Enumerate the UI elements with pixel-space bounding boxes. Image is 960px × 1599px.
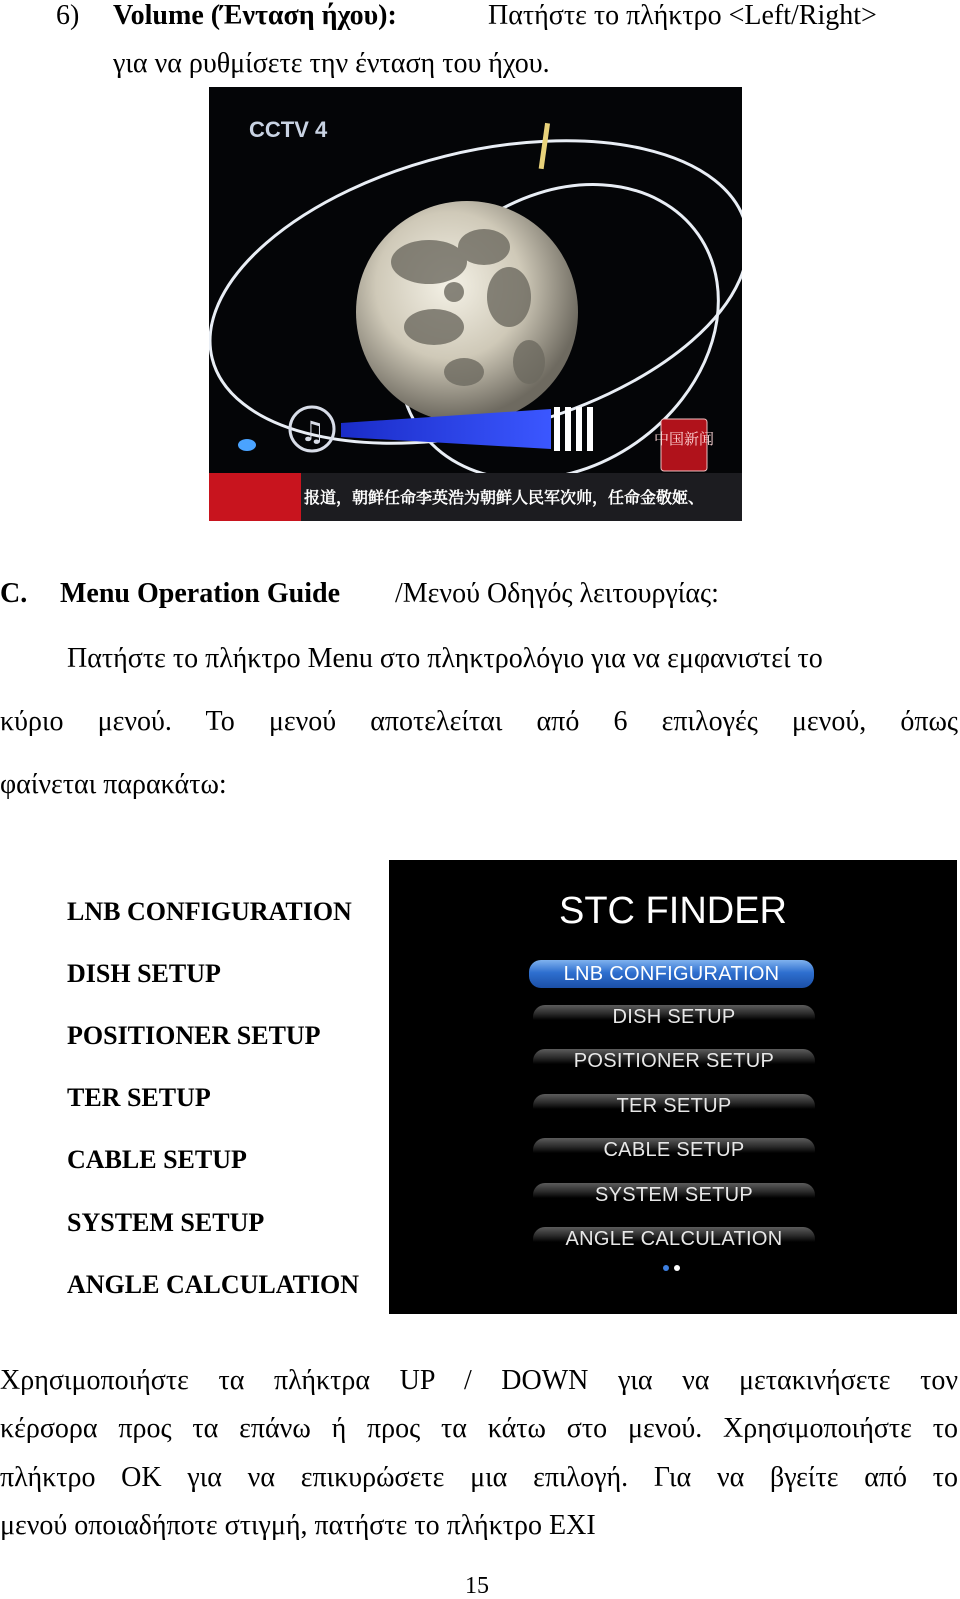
menu-angle-calculation[interactable]: ANGLE CALCULATION — [533, 1227, 815, 1252]
section-letter: C. — [0, 578, 28, 609]
menu-positioner-setup[interactable]: POSITIONER SETUP — [533, 1049, 815, 1074]
footer-line-3: πλήκτρο OK για να επικυρώσετε μια επιλογή. Για να βγείτε από το — [0, 1462, 958, 1493]
volume-number: 6) — [56, 0, 80, 31]
footer-line-2: κέρσορα προς τα επάνω ή προς τα κάτω στο μενού. Χρησιμοποιήστε το — [0, 1413, 958, 1444]
list-item: TER SETUP — [67, 1083, 211, 1112]
planet-icon — [238, 439, 256, 451]
tv-screenshot — [209, 87, 742, 521]
intro-line-2: κύριο μενού. Το μενού αποτελείται από 6 επιλογές μενού, όπως — [0, 706, 958, 737]
news-ticker: 报道，朝鲜任命李英浩为朝鲜人民军次帅，任命金敬姬、 — [304, 488, 705, 507]
menu-cable-setup[interactable]: CABLE SETUP — [533, 1138, 815, 1163]
list-item: LNB CONFIGURATION — [67, 897, 352, 926]
menu-system-setup[interactable]: SYSTEM SETUP — [533, 1183, 815, 1208]
menu-lnb-configuration[interactable]: LNB CONFIGURATION — [529, 960, 814, 988]
volume-instruction-line2: για να ρυθμίσετε την ένταση του ήχου. — [113, 48, 550, 79]
menu-ter-setup[interactable]: TER SETUP — [533, 1094, 815, 1119]
stc-title: STC FINDER — [559, 890, 787, 932]
section-title: Menu Operation Guide — [60, 578, 341, 609]
intro-line-3: φαίνεται παρακάτω: — [0, 769, 227, 800]
list-item: POSITIONER SETUP — [67, 1021, 321, 1050]
list-item: CABLE SETUP — [67, 1145, 247, 1174]
volume-title: Volume (Ένταση ήχου): — [113, 0, 397, 31]
volume-instruction: Πατήστε το πλήκτρο <Left/Right> — [488, 0, 877, 31]
section-subtitle: /Μενού Οδηγός λειτουργίας: — [395, 578, 719, 609]
list-item: DISH SETUP — [67, 959, 221, 988]
footer-line-1: Χρησιμοποιήστε τα πλήκτρα UP / DOWN για να μετακινήσετε τον — [0, 1365, 958, 1396]
page-number: 15 — [465, 1573, 489, 1599]
page-dot — [674, 1265, 680, 1271]
svg-text:♫: ♫ — [300, 415, 326, 448]
stc-finder-screen — [389, 860, 957, 1314]
list-item: ANGLE CALCULATION — [67, 1270, 360, 1299]
page-dot-active — [663, 1265, 669, 1271]
list-item: SYSTEM SETUP — [67, 1208, 265, 1237]
intro-line-1: Πατήστε το πλήκτρο Menu στο πληκτρολόγιο για να εμφανιστεί το — [67, 643, 823, 674]
channel-logo: CCTV 4 — [249, 117, 328, 142]
menu-dish-setup[interactable]: DISH SETUP — [533, 1005, 815, 1030]
ticker-red-block — [209, 473, 301, 521]
news-badge-text: 中国新闻 — [653, 430, 715, 448]
footer-line-4: μενού οποιαδήποτε στιγμή, πατήστε το πλήκτρο EXI — [0, 1510, 596, 1541]
